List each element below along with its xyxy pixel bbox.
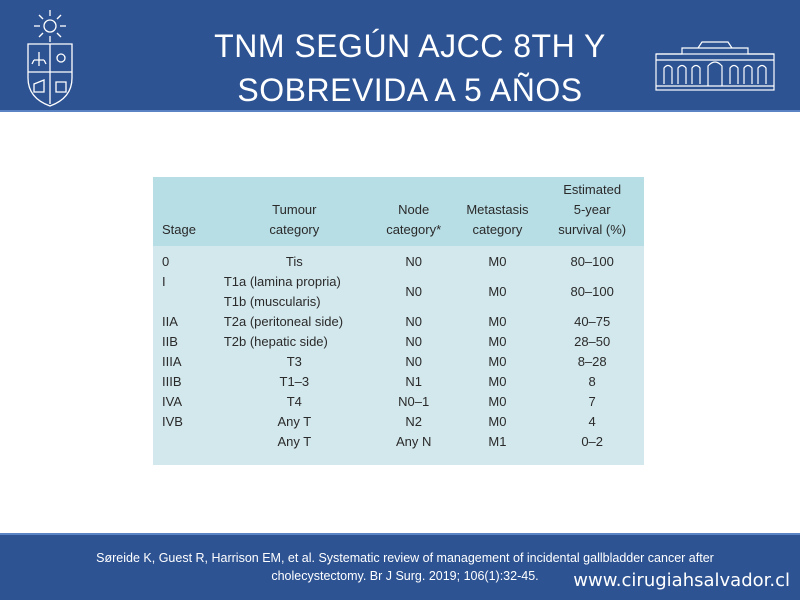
cell-stage: 0 (162, 254, 170, 269)
table-header-row (153, 177, 644, 246)
cell-node: N0–1 (398, 394, 430, 409)
tnm-survival-table (153, 177, 644, 452)
cell-survival: 80–100 (570, 284, 614, 299)
cell-node: N1 (405, 374, 422, 389)
cell-survival: 7 (588, 394, 596, 409)
cell-tumour: Any T (277, 414, 312, 429)
reference-line-2: cholecystectomy. Br J Surg. 2019; 106(1):32-45. (271, 569, 539, 583)
table-header (153, 177, 644, 246)
cell-survival: 80–100 (570, 254, 614, 269)
cell-survival: 0–2 (581, 434, 604, 449)
table-row (153, 392, 644, 412)
cell-stage: IIIB (162, 374, 182, 389)
table-row (153, 412, 644, 432)
cell-stage: IIA (162, 314, 178, 329)
table-body (153, 246, 644, 452)
cell-metastasis: M0 (488, 394, 507, 409)
cell-tumour: T2b (hepatic side) (223, 334, 328, 349)
title-line-1: TNM SEGÚN AJCC 8TH Y (214, 28, 606, 64)
cell-tumour: T3 (286, 354, 302, 369)
cell-survival: 8–28 (577, 354, 607, 369)
title-line-2: SOBREVIDA A 5 AÑOS (237, 72, 583, 108)
slide-header (0, 0, 800, 110)
cell-survival: 8 (588, 374, 596, 389)
cell-tumour-line-2: T1b (muscularis) (223, 294, 321, 309)
table-row (153, 312, 644, 332)
cell-survival: 4 (588, 414, 596, 429)
cell-metastasis: M0 (488, 354, 507, 369)
slide-content (0, 110, 800, 535)
cell-node: N0 (405, 314, 422, 329)
cell-node: Any N (395, 434, 432, 449)
table-row (153, 372, 644, 392)
cell-tumour: T1–3 (279, 374, 310, 389)
cell-metastasis: M0 (488, 414, 507, 429)
cell-stage: IVB (162, 414, 183, 429)
table-row (153, 432, 644, 452)
cell-tumour: Tis (285, 254, 303, 269)
table-row (153, 246, 644, 272)
header-tumour-category: Tumour category (269, 202, 320, 237)
cell-tumour (216, 272, 373, 312)
cell-node: N2 (405, 414, 422, 429)
university-crest-icon (24, 8, 76, 108)
slide-title (160, 24, 660, 112)
header-node-category: Node category* (386, 202, 442, 237)
cell-stage: I (162, 274, 166, 289)
header-estimated-survival: Estimated 5-year survival (%) (558, 182, 627, 237)
cell-metastasis: M0 (488, 374, 507, 389)
cell-node: N0 (405, 354, 422, 369)
cell-metastasis: M0 (488, 254, 507, 269)
header-stage: Stage (162, 222, 196, 237)
cell-survival: 40–75 (574, 314, 611, 329)
header-metastasis-category: Metastasis category (466, 202, 529, 237)
cell-tumour: Any T (277, 434, 312, 449)
table-row (153, 352, 644, 372)
table-row (153, 332, 644, 352)
cell-node: N0 (405, 284, 422, 299)
cell-stage: IIIA (162, 354, 182, 369)
cell-metastasis: M0 (488, 334, 507, 349)
tnm-table-container (153, 177, 644, 465)
cell-metastasis: M1 (488, 434, 507, 449)
cell-node: N0 (405, 254, 422, 269)
table-row (153, 272, 644, 312)
cell-metastasis: M0 (488, 314, 507, 329)
cell-tumour: T4 (286, 394, 302, 409)
cell-tumour-line-1: T1a (lamina propria) (223, 274, 341, 289)
hospital-building-icon (652, 40, 778, 92)
cell-node: N0 (405, 334, 422, 349)
cell-tumour: T2a (peritoneal side) (223, 314, 344, 329)
website-link[interactable]: www.cirugiahsalvador.cl (573, 570, 790, 591)
reference-line-1: Søreide K, Guest R, Harrison EM, et al. Systematic review of management of incidental gallbladder cancer after (96, 551, 714, 565)
cell-stage: IIB (162, 334, 178, 349)
cell-survival: 28–50 (574, 334, 611, 349)
cell-stage: IVA (162, 394, 182, 409)
cell-stage (153, 432, 216, 452)
cell-metastasis: M0 (488, 284, 507, 299)
